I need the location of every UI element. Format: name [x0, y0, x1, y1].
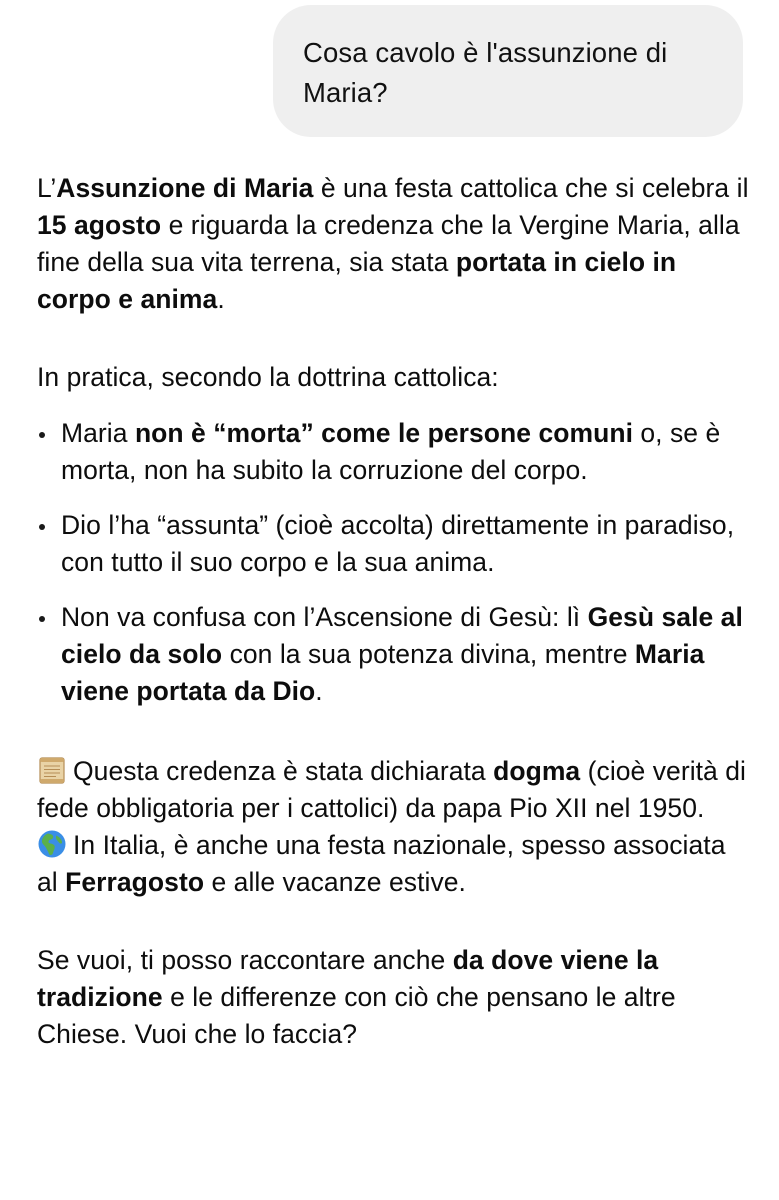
text-span: Questa credenza è stata dichiarata: [73, 756, 494, 786]
text-span: In Italia, è anche una festa nazionale, spesso associata al: [37, 830, 726, 897]
closing-paragraph: [37, 942, 752, 1053]
text-span: Dio l’ha “assunta” (cioè accolta) direttamente in paradiso, con tutto il suo corpo e la sua anima.: [61, 510, 735, 577]
list-item: [37, 415, 752, 489]
text-span: .: [315, 676, 323, 706]
text-span: L’: [37, 173, 57, 203]
text-span: o, se è morta, non ha subito la corruzione del corpo.: [61, 418, 721, 485]
doctrine-list: [37, 415, 752, 710]
definition-paragraph: [37, 170, 752, 318]
text-span: è una festa cattolica che si celebra il: [313, 173, 749, 203]
dogma-paragraph: [37, 753, 752, 827]
list-item: [37, 599, 752, 710]
bold-term-assunzione: Assunzione di Maria: [56, 173, 314, 203]
text-span: Non va confusa con l’Ascensione di Gesù: lì: [61, 602, 588, 632]
user-message-row: [273, 5, 743, 137]
user-message-bubble[interactable]: Cosa cavolo è l'assunzione di Maria?: [273, 5, 743, 137]
bold-phrase: Maria viene portata da Dio: [61, 639, 705, 706]
bold-phrase-tradizione: da dove viene la tradizione: [37, 945, 659, 1012]
bold-date: 15 agosto: [37, 210, 162, 240]
italia-paragraph: [37, 827, 752, 901]
list-item: [37, 507, 752, 581]
bullet-icon: [39, 616, 45, 622]
text-span: e riguarda la credenza che la Vergine Maria, alla fine della sua vita terrena, sia stata: [37, 210, 740, 277]
bullet-icon: [39, 432, 45, 438]
text-span: con la sua potenza divina, mentre: [222, 639, 635, 669]
bold-phrase: non è “morta” come le persone comuni: [134, 418, 633, 448]
bold-phrase-corpo-anima: portata in cielo in corpo e anima: [37, 247, 677, 314]
globe-europe-africa-icon: [37, 829, 67, 859]
bold-term-ferragosto: Ferragosto: [65, 867, 205, 897]
bold-term-dogma: dogma: [493, 756, 581, 786]
scroll-icon: [37, 755, 67, 785]
assistant-response: [37, 170, 752, 1053]
text-span: e le differenze con ciò che pensano le altre Chiese. Vuoi che lo faccia?: [37, 982, 676, 1049]
text-span: .: [217, 284, 225, 314]
text-span: Maria: [61, 418, 135, 448]
intro-paragraph: In pratica, secondo la dottrina cattolica:: [37, 362, 499, 392]
bullet-icon: [39, 524, 45, 530]
text-span: (cioè verità di fede obbligatoria per i cattolici) da papa Pio XII nel 1950.: [37, 756, 746, 823]
text-span: e alle vacanze estive.: [204, 867, 466, 897]
bold-phrase: Gesù sale al cielo da solo: [61, 602, 743, 669]
text-span: Se vuoi, ti posso raccontare anche: [37, 945, 453, 975]
